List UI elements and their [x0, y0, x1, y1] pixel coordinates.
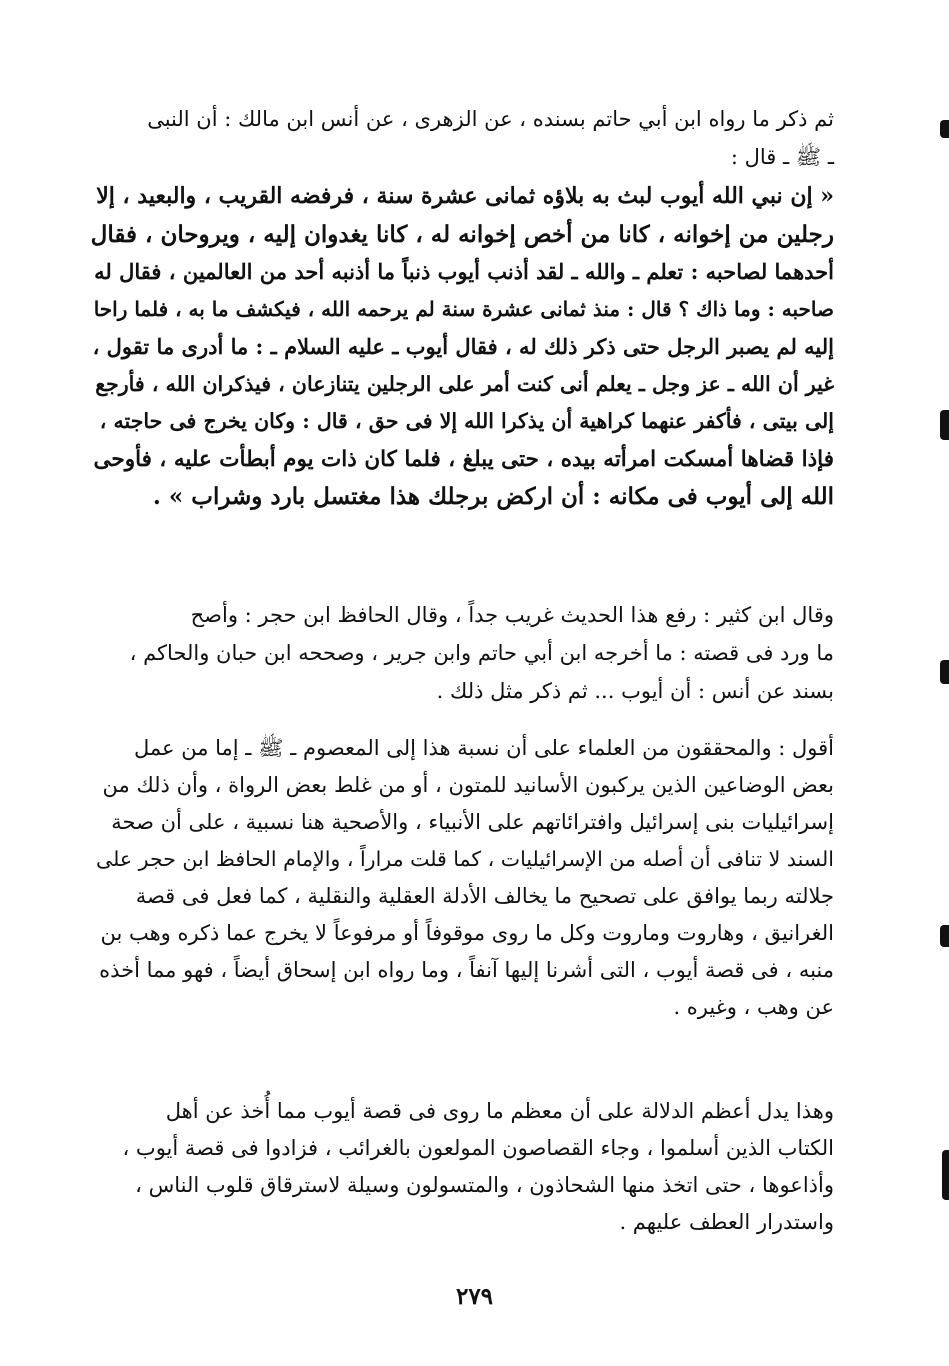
text-line: ثم ذكر ما رواه ابن أبي حاتم بسنده ، عن الزهرى ، عن أنس ابن مالك : أن النبى: [147, 107, 834, 131]
ibn-kathir-paragraph: [88, 596, 834, 710]
text-line: إسرائيليات بنى إسرائيل وافترائاتهم على الأنبياء ، والأصحية هنا نسبية ، على أن صحة: [111, 810, 834, 834]
text-line: فإذا قضاها أمسكت امرأته بيده ، حتى يبلغ ، فلما كان ذات يوم أبطأت عليه ، فأوحى: [93, 446, 834, 472]
text-line: الكتاب الذين أسلموا ، وجاء القصاصون المولعون بالغرائب ، فزادوا فى قصة أيوب ،: [122, 1136, 834, 1160]
scan-edge-mark: [940, 660, 949, 684]
scan-edge-mark: [940, 410, 949, 440]
text-line: السند لا تنافى أن أصله من الإسرائيليات ، كما قلت مراراً ، والإمام الحافظ ابن حجر على: [96, 847, 834, 871]
text-line: إليه لم يصبر الرجل حتى ذكر ذلك له ، فقال أيوب ـ عليه السلام ـ : ما أدرى ما تقول ،: [92, 334, 834, 359]
text-line: صاحبه : وما ذاك ؟ قال : منذ ثمانى عشرة سنة لم يرحمه الله ، فيكشف ما به ، فلما راحا: [93, 296, 834, 321]
text-line: أحدهما لصاحبه : تعلم ـ والله ـ لقد أذنب أيوب ذنباً ما أذنبه أحد من العالمين ، فقال له: [94, 259, 834, 284]
text-line: غير أن الله ـ عز وجل ـ يعلم أنى كنت أمر على الرجلين يتنازعان ، فيذكران الله ، فأرجع: [95, 371, 834, 396]
page-number: ٢٧٩: [455, 1283, 494, 1310]
text-line: عن وهب ، وغيره .: [673, 995, 834, 1019]
scan-edge-mark: [942, 1150, 949, 1200]
text-line: الغرانيق ، وهاروت وماروت وكل ما روى موقوفاً أو مرفوعاً لا يخرج عما ذكره وهب بن: [100, 921, 834, 945]
scan-edge-mark: [940, 120, 949, 138]
text-line: منبه ، فى قصة أيوب ، التى أشرنا إليها آنفاً ، وما رواه ابن إسحاق أيضاً ، فهو مما أخذه: [99, 958, 834, 982]
commentary-paragraph: [88, 730, 834, 1026]
hadith-quote: [88, 178, 834, 516]
text-line: بعض الوضاعين الذين يركبون الأسانيد للمتون ، أو من غلط بعض الرواة ، وأن ذلك من: [102, 773, 834, 797]
intro-paragraph: [88, 100, 834, 176]
text-line: رجلين من إخوانه ، كانا من أخص إخوانه له ، كانا يغدوان إليه ، ويروحان ، فقال: [90, 220, 834, 248]
scan-edge-mark: [940, 925, 949, 947]
text-line: جلالته ربما يوافق على تصحيح ما يخالف الأدلة العقلية والنقلية ، كما فعل فى قصة: [135, 884, 834, 908]
text-line: إلى بيتى ، فأكفر عنهما كراهية أن يذكرا الله إلا فى حق ، قال : وكان يخرج فى حاجته ،: [99, 409, 834, 433]
text-line: ـ ﷺ ـ قال :: [730, 145, 834, 169]
text-line: واستدرار العطف عليهم .: [619, 1210, 834, 1234]
conclusion-paragraph: [88, 1093, 834, 1241]
text-line: وهذا يدل أعظم الدلالة على أن معظم ما روى فى قصة أيوب مما أُخذ عن أهل: [165, 1099, 834, 1123]
text-line: أقول : والمحققون من العلماء على أن نسبة هذا إلى المعصوم ـ ﷺ ـ إما من عمل: [133, 736, 834, 760]
text-line: وقال ابن كثير : رفع هذا الحديث غريب جداً ، وقال الحافظ ابن حجر : وأصح: [190, 603, 834, 627]
text-line: الله إلى أيوب فى مكانه : أن اركض برجلك هذا مغتسل بارد وشراب » .: [152, 483, 834, 510]
text-line: وأذاعوها ، حتى اتخذ منها الشحاذون ، والمتسولون وسيلة لاسترقاق قلوب الناس ،: [135, 1173, 834, 1197]
text-line: بسند عن أنس : أن أيوب ... ثم ذكر مثل ذلك .: [436, 679, 834, 703]
text-line: « إن نبي الله أيوب لبث به بلاؤه ثمانى عشرة سنة ، فرفضه القريب ، والبعيد ، إلا: [96, 183, 834, 209]
text-line: ما ورد فى قصته : ما أخرجه ابن أبي حاتم وابن جرير ، وصححه ابن حبان والحاكم ،: [129, 641, 834, 665]
